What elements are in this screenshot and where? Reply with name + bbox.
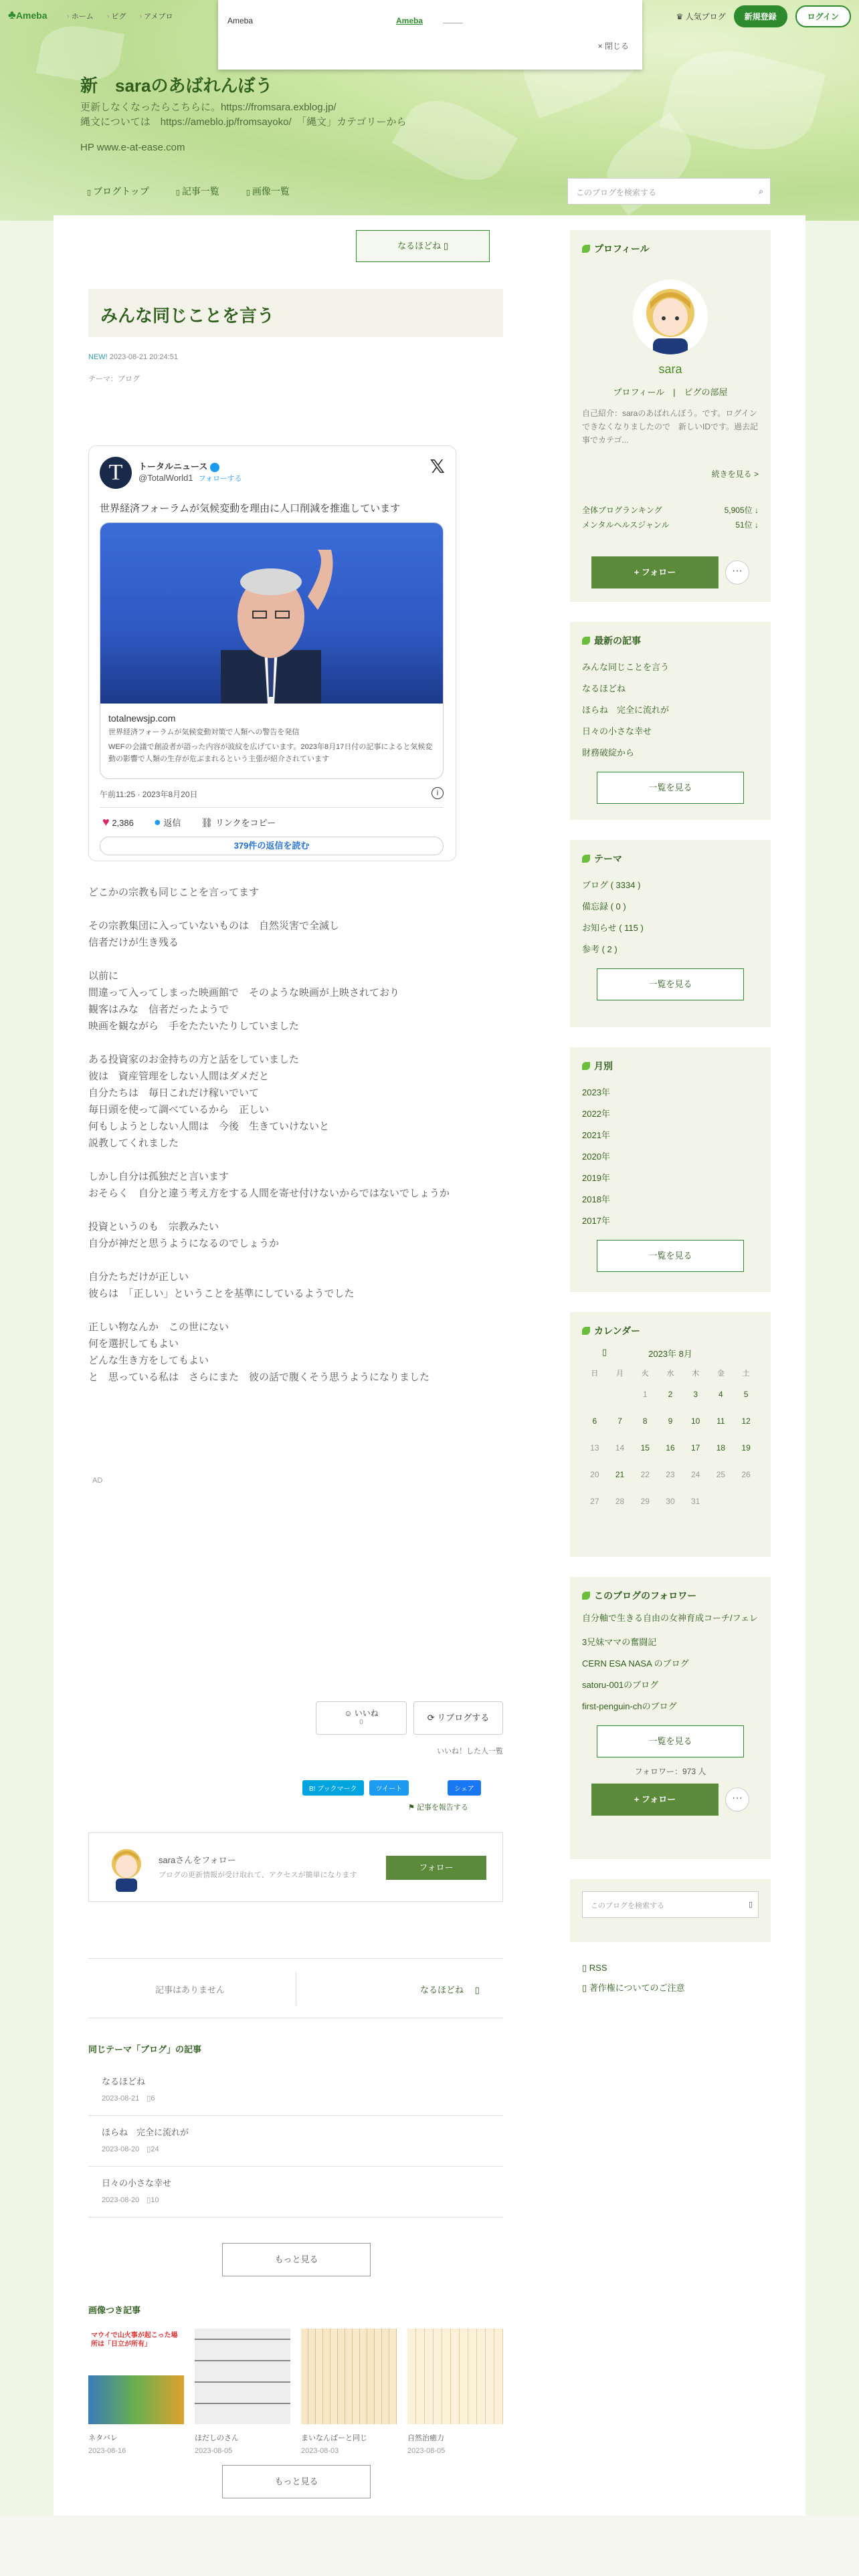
verified-icon — [210, 463, 219, 472]
sidebar-search-box — [570, 1879, 771, 1942]
rss-link[interactable]: ▯ RSS — [582, 1963, 607, 1973]
month-link[interactable]: 2020年 — [582, 1152, 610, 1162]
ameba-popup — [218, 0, 642, 70]
chevron-right-icon: ▯ — [443, 241, 448, 251]
profile-more-link[interactable]: 続きを見る > — [711, 469, 759, 479]
article-thumbnail — [195, 2329, 290, 2424]
hatena-bookmark-button[interactable]: B! ブックマーク — [302, 1780, 364, 1796]
follow-prompt — [88, 1832, 503, 1902]
themes-box — [570, 840, 771, 1027]
like-small-icon: ▯ — [147, 2095, 151, 2103]
tweet-copy-link-button[interactable]: ⛓ リンクをコピー — [201, 817, 276, 828]
tweet-follow-link[interactable]: フォローする — [198, 475, 242, 483]
follower-link[interactable]: first-penguin-chのブログ — [582, 1701, 677, 1711]
same-theme-more-button[interactable]: もっと見る — [222, 2243, 371, 2276]
image-article-card[interactable]: 自然治癒力 2023-08-05 — [407, 2329, 503, 2455]
image-article-card[interactable]: マウイで山火事が起こった場所は「日立が所有」 ネタバレ 2023-08-16 — [88, 2329, 184, 2455]
list-item[interactable]: ほらね 完全に流れが 2023-08-20 ▯24 — [88, 2116, 503, 2167]
entry-theme: テーマ：ブログ — [88, 375, 140, 383]
month-link[interactable]: 2023年 — [582, 1087, 610, 1097]
tweet-avatar[interactable]: T — [100, 457, 132, 489]
followers-more-options[interactable]: ··· — [725, 1788, 749, 1812]
follower-link[interactable]: satoru-001のブログ — [582, 1680, 659, 1690]
theme-link[interactable]: 備忘録 ( 0 ) — [582, 901, 626, 911]
profile-links[interactable]: プロフィール | ピグの部屋 — [613, 387, 728, 397]
followers-follow-button[interactable]: + フォロー — [591, 1784, 719, 1816]
image-articles-more-button[interactable]: もっと見る — [222, 2465, 371, 2498]
theme-link[interactable]: ブログ ( 3334 ) — [582, 880, 641, 890]
profile-description: 自己紹介：saraのあばれんぼう。です。ログインできなくなりましたので 新しいIDです。過去記事でカテゴ... — [582, 409, 759, 445]
nav-article-list[interactable]: ▯ 記事一覧 — [176, 185, 219, 198]
info-icon[interactable]: i — [432, 787, 444, 799]
tweet-timestamp[interactable]: 午前11:25 · 2023年8月20日 — [100, 790, 198, 799]
report-link[interactable]: ⚑ 記事を報告する — [408, 1804, 468, 1812]
tweet-like-button[interactable]: ♥ 2,386 — [102, 815, 134, 829]
calendar-grid: 日 月 火 水 木 金 土 1 2 3 4 5 6 7 8 9 10 11 12 13 14 15 16 17 18 19 20 21 22 23 24 25 26 27 28 29 30 31 — [590, 1370, 751, 1506]
calendar-heading: カレンダー — [582, 1324, 759, 1337]
tweet-divider — [100, 807, 444, 808]
footer — [0, 2516, 859, 2576]
reblog-icon: ⟳ — [427, 1713, 438, 1723]
overall-ranking[interactable]: 全体ブログランキング 5,905位 ↓ — [582, 506, 759, 515]
image-articles-grid — [88, 2329, 503, 2455]
theme-link[interactable]: ブログ — [118, 375, 140, 383]
reblog-button[interactable]: ⟳ リブログする — [413, 1701, 503, 1735]
next-article-link-bottom[interactable]: なるほどね ▯ — [420, 1985, 480, 1995]
same-theme-list — [88, 2065, 503, 2218]
blog-homepage: HP www.e-at-ease.com — [80, 142, 185, 153]
card-domain: totalnewsjp.com — [108, 713, 176, 724]
followers-more-button[interactable]: 一覧を見る — [597, 1725, 744, 1757]
sidebar-search-input[interactable]: このブログを検索する ▯ — [582, 1891, 759, 1918]
profile-name[interactable]: sara — [658, 362, 682, 376]
recent-heading: 最新の記事 — [582, 634, 759, 647]
theme-link[interactable]: お知らせ ( 115 ) — [582, 923, 644, 933]
image-article-card[interactable]: まいなんばーと同じ 2023-08-03 — [301, 2329, 397, 2455]
blog-description: 更新しなくなったらこちらに。https://fromsara.exblog.jp/ 縄文については https://ameblo.jp/fromsayoko/ 「縄文」カテゴリーから — [80, 102, 407, 128]
facebook-share-button[interactable]: シェア — [448, 1780, 481, 1796]
followers-box — [570, 1577, 771, 1859]
profile-box — [570, 230, 771, 602]
nav-pigg[interactable]: › ピグ — [107, 11, 126, 21]
prev-month-icon[interactable]: ▯ — [602, 1347, 607, 1357]
followers-heading: このブログのフォロワー — [582, 1589, 759, 1602]
content-area — [54, 215, 805, 2516]
popular-blogs-link[interactable]: ♛ 人気ブログ — [676, 12, 726, 21]
link-icon: ⛓ — [201, 817, 213, 828]
follow-button[interactable]: フォロー — [386, 1856, 486, 1880]
nav-image-list[interactable]: ▯ 画像一覧 — [246, 185, 290, 198]
monthly-box — [570, 1047, 771, 1292]
card-description: WEFの会議で創設者が語った内容が波紋を広げています。2023年8月17日付の記事によると気候変動の影響で人類の生存が危ぶまれるという主張が紹介されています — [108, 743, 433, 763]
tweet-handle: @TotalWorld1 フォローする — [138, 473, 242, 483]
tweet-reply-button[interactable]: ● 返信 — [153, 815, 181, 829]
embedded-tweet[interactable] — [88, 445, 456, 861]
recent-article-link[interactable]: なるほどね — [582, 683, 626, 693]
doc-icon: ▯ — [582, 1983, 589, 1993]
entry-title: みんな同じことを言う — [88, 289, 503, 337]
nav-ameblo[interactable]: › アメブロ — [139, 11, 173, 21]
month-link[interactable]: 2018年 — [582, 1194, 610, 1204]
like-count: 0 — [359, 1719, 363, 1726]
author-avatar — [106, 1845, 147, 1892]
ad-label: AD — [92, 1477, 103, 1485]
blog-nav — [87, 185, 290, 198]
popup-link[interactable]: Ameba — [396, 16, 423, 25]
recent-article-link[interactable]: 財務破綻から — [582, 748, 635, 758]
image-articles-heading: 画像つき記事 — [88, 2305, 141, 2315]
calendar-month: ▯ 2023年 8月 — [602, 1347, 692, 1359]
recent-more-button[interactable]: 一覧を見る — [597, 772, 744, 804]
article-thumbnail — [301, 2329, 397, 2424]
like-button[interactable]: ☺ いいね 0 — [316, 1701, 407, 1735]
profile-avatar[interactable] — [633, 280, 708, 354]
list-item[interactable]: 日々の小さな幸せ 2023-08-20 ▯10 — [88, 2167, 503, 2218]
theme-link[interactable]: 参考 ( 2 ) — [582, 944, 617, 954]
tweet-author-name[interactable]: トータルニュース — [138, 459, 219, 472]
header-actions — [676, 5, 851, 27]
x-logo-icon[interactable]: 𝕏 — [430, 456, 445, 477]
rss-icon: ▯ — [582, 1963, 589, 1973]
month-link[interactable]: 2017年 — [582, 1216, 610, 1226]
monthly-more-button[interactable]: 一覧を見る — [597, 1240, 744, 1272]
more-options-button[interactable]: ··· — [725, 560, 749, 584]
follow-prompt-title: saraさんをフォロー — [159, 1855, 236, 1865]
month-link[interactable]: 2019年 — [582, 1173, 610, 1183]
login-button[interactable]: ログイン — [795, 5, 851, 27]
register-button[interactable]: 新規登録 — [734, 5, 787, 27]
blog-title[interactable]: 新 saraのあばれんぼう — [80, 76, 273, 96]
follower-count: フォロワー：973 人 — [634, 1767, 706, 1776]
ameba-logo[interactable]: ♣Ameba — [8, 8, 47, 21]
global-header — [0, 0, 859, 51]
like-small-icon: ▯ — [147, 2145, 151, 2153]
global-nav — [67, 11, 173, 21]
flag-icon: ⚑ — [408, 1804, 417, 1812]
tweet-share-button[interactable]: ツイート — [369, 1780, 409, 1796]
like-list-link[interactable]: いいね！した人一覧 — [437, 1747, 503, 1755]
calendar-box — [570, 1312, 771, 1557]
article-thumbnail: マウイで山火事が起こった場所は「日立が所有」 — [88, 2329, 184, 2424]
follower-link[interactable]: 自分軸で生きる自由の女神育成コーチ/フェレ — [582, 1613, 758, 1623]
tweet-card-image — [100, 523, 444, 704]
article-pager — [88, 1958, 503, 2018]
list-item[interactable]: なるほどね 2023-08-21 ▯6 — [88, 2065, 503, 2116]
prev-article-empty: 記事はありません — [155, 1985, 225, 1995]
like-small-icon: ▯ — [147, 2196, 151, 2204]
entry-body: どこかの宗教も同じことを言ってます その宗教集団に入っていないものは 自然災害で全滅し 信者だけが生き残る 以前に 間違って入ってしまった映画館で そのような映画が上映されており 観客はみな 信者だったようで 映画を観ながら 手をたたいたりしていました ある投資家のお金持ちの方と話をしていました 彼は 資産管理をしない人間はダメだと 自分たちは 毎日これだけ稼いでいて 毎日頭を使って調べているから 正しい 何もしようとしない人間は 今後 生きていけないと 説教してくれました しかし自分は孤独だと言います おそらく 自分と違う考え方をする人間を寄せ付けないからではないでしょうか 投資というのも 宗教みたい 自分が神だと思うようになるのでしょうか 自分たちだけが正しい 彼らは 「正しい」ということを基準にしているようでした 正しい物なんか この世にない 何を選択してもよい どんな生き方をしてもよい と 思っている私は さらにまた 彼の話で腹くそう思うようになりました — [88, 887, 450, 1383]
copyright-link[interactable]: ▯ 著作権についてのご注意 — [582, 1983, 685, 1993]
share-buttons — [302, 1780, 481, 1796]
popup-label: Ameba — [227, 16, 254, 25]
nav-blog-top[interactable]: ▯ ブログトップ — [87, 185, 149, 198]
recent-article-link[interactable]: ほらね 完全に流れが — [582, 705, 670, 715]
follower-link[interactable]: CERN ESA NASA のブログ — [582, 1658, 689, 1669]
read-replies-button[interactable]: 379件の返信を読む — [100, 837, 444, 855]
recent-articles-box — [570, 622, 771, 820]
same-theme-heading: 同じテーマ「ブログ」の記事 — [88, 2044, 202, 2054]
reply-icon: ● — [153, 815, 161, 829]
monthly-heading: 月別 — [582, 1059, 759, 1073]
themes-more-button[interactable]: 一覧を見る — [597, 968, 744, 1000]
themes-heading: テーマ — [582, 852, 759, 865]
popup-close-button[interactable]: × 閉じる — [597, 41, 629, 51]
month-link[interactable]: 2022年 — [582, 1109, 610, 1119]
speaker-photo — [201, 550, 341, 704]
next-article-link[interactable]: なるほどね ▯ — [356, 230, 490, 262]
month-link[interactable]: 2021年 — [582, 1130, 610, 1140]
crown-icon: ♛ — [676, 12, 686, 21]
image-article-card[interactable]: ほだしのさん 2023-08-05 — [195, 2329, 290, 2455]
header-search-input[interactable]: このブログを検索する ⌕ — [567, 178, 771, 205]
genre-ranking[interactable]: メンタルヘルスジャンル 51位 ↓ — [582, 520, 759, 530]
tweet-actions — [102, 815, 276, 829]
tweet-text: 世界経済フォーラムが気候変動を理由に人口削減を推進しています — [100, 503, 401, 514]
heart-icon: ♥ — [102, 815, 110, 829]
entry-date: NEW! 2023-08-21 20:24:51 — [88, 353, 178, 361]
profile-heading: プロフィール — [582, 242, 759, 255]
search-icon[interactable]: ⌕ — [759, 187, 763, 196]
chevron-right-icon: ▯ — [466, 1985, 480, 1995]
follow-prompt-desc: ブログの更新情報が受け取れて、アクセスが簡単になります — [159, 1871, 357, 1879]
recent-article-link[interactable]: 日々の小さな幸せ — [582, 726, 652, 736]
article-thumbnail — [407, 2329, 503, 2424]
nav-home[interactable]: › ホーム — [67, 11, 94, 21]
smile-icon: ☺ — [344, 1709, 355, 1718]
tweet-link-card[interactable] — [100, 522, 444, 779]
follower-link[interactable]: 3兄妹ママの奮闘記 — [582, 1637, 657, 1647]
sidebar-follow-button[interactable]: + フォロー — [591, 556, 719, 588]
card-title: 世界経済フォーラムが気候変動対策で人類への警告を発信 — [108, 728, 300, 736]
recent-article-link[interactable]: みんな同じことを言う — [582, 662, 670, 672]
search-icon[interactable]: ▯ — [748, 1901, 753, 1909]
